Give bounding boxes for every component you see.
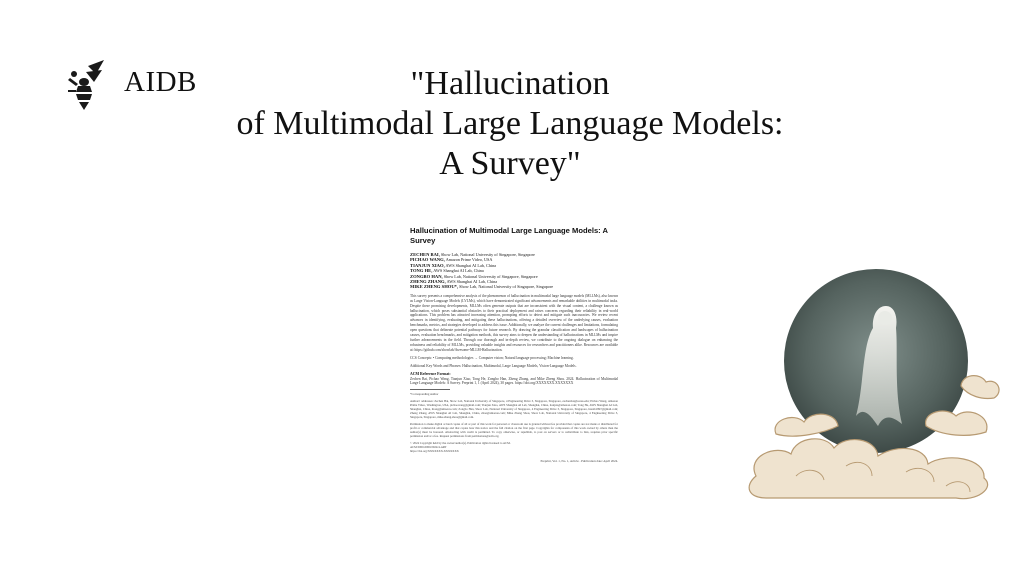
- title-line: A Survey": [439, 145, 581, 182]
- author-affiliation: Show Lab, National University of Singapore, Singapore: [440, 252, 535, 257]
- ccs-concepts: CCS Concepts: • Computing methodologies → Computer vision; Natural language processing; Machine learning.: [410, 355, 574, 360]
- reference-heading: ACM Reference Format:: [410, 371, 451, 376]
- author-list: [410, 252, 618, 290]
- author-name: MIKE ZHENG SHOU*,: [410, 284, 459, 290]
- doi-line: https://doi.org/XXXXXXX.XXXXXXX: [410, 449, 459, 454]
- paper-title: Hallucination of Multimodal Large Language Models: A Survey: [410, 226, 608, 245]
- author-affiliation: AWS Shanghai AI Lab, China: [446, 279, 498, 285]
- author-name: TIANJUN XIAO,: [410, 262, 445, 268]
- acm-id: ACM 0000-0000/2024/4-ART: [410, 445, 447, 450]
- page-footer: Preprint, Vol. 1, No. 1, Article . Publication date: April 2024.: [540, 459, 618, 464]
- brand-name: AIDB: [124, 66, 197, 98]
- author-addresses: Authors' addresses: Zechen Bai, Show Lab, National University of Singapore, 4 Engineering Drive 3, Singapore, Singapore, zechenbai@u.nus.edu; Pichao Wang, Amazon Prime Video, Washington, USA, pichaowang@gmail.com; Tianjun Xiao, AWS Shanghai AI Lab, Shanghai, China, tianjux@amazon.com; Tong He, AWS Shanghai AI Lab, Shanghai, China, htong@amazon.com; Zongbo Han, Show Lab, National University of Singapore, 4 Engineering Drive 3, Singapore, Singapore, hanzb1997@gmail.com; Zheng Zhang, AWS Shanghai AI Lab, Shanghai, China, zhaz@amazon.com; Mike Zheng Shou, Show Lab, National University of Singapore, 4 Engineering Drive 3, Singapore, Singapore, mike.zheng.shou@gmail.com.: [410, 399, 618, 420]
- keywords: Additional Key Words and Phrases: Hallucination, Multimodal, Large Language Models, Vision-Language Models.: [410, 363, 577, 368]
- slide-title: [210, 64, 810, 184]
- author-name: PICHAO WANG,: [410, 257, 445, 263]
- corresponding-note: *Corresponding Author: [410, 392, 439, 397]
- copyright-line: © 2024 Copyright held by the owner/author(s). Publication rights licensed to ACM.: [410, 441, 511, 446]
- author-name: ZHENG ZHANG,: [410, 279, 446, 285]
- author-affiliation: Show Lab, National University of Singapore, Singapore: [443, 273, 538, 279]
- permission-notice: Permission to make digital or hard copies of all or part of this work for personal or classroom use is granted without fee provided that copies are not made or distributed for profit or commercial advantage and that copies bear this notice and the full citation on the first page. Copyrights for components of this work owned by others than the author(s) must be honored. Abstracting with credit is permitted. To copy otherwise, or republish, to post on servers or to redistribute to lists, requires prior specific permission and/or a fee. Request permissions from permissions@acm.org.: [410, 422, 618, 439]
- title-line: of Multimodal Large Language Models:: [236, 105, 784, 142]
- title-line: "Hallucination: [410, 65, 610, 102]
- author-line: [410, 284, 618, 289]
- paper-abstract: This survey presents a comprehensive analysis of the phenomenon of hallucination in multimodal large language models (MLLMs), also known as Large Vision-Language Models (LVLMs), which have demonstrated significant advancements and remarkable abilities in multimodal tasks. Despite these promising developments, MLLMs often generate outputs that are inconsistent with the visual content, a challenge known as hallucination, which poses substantial obstacles to their practical deployment and raises concerns regarding their reliability in real-world applications. This problem has attracted increasing attention, prompting efforts to detect and mitigate such inaccuracies. We review recent advances in identifying, evaluating, and mitigating these hallucinations, offering a detailed overview of the underlying causes, evaluation benchmarks, metrics, and strategies developed to address this issue. Additionally, we analyze the current challenges and limitations, formulating open questions that delineate potential pathways for future research. By drawing the granular classification and landscapes of hallucination causes, evaluation benchmarks, and mitigation methods, this survey aims to deepen the understanding of hallucinations in MLLMs and inspire further advancements in the field. Through our thorough and in-depth review, we contribute to the ongoing dialogue on enhancing the robustness and reliability of MLLMs, providing valuable insights and resources for researchers and practitioners alike. Resources are available at: https://github.com/showlab/Awesome-MLLM-Hallucination.: [410, 293, 618, 352]
- author-affiliation: Show Lab, National University of Singapore, Singapore: [459, 284, 554, 290]
- paper-page: [408, 226, 618, 463]
- author-name: ZONGBO HAN,: [410, 273, 443, 279]
- author-name: ZECHEN BAI,: [410, 252, 440, 257]
- reference-text: Zechen Bai, Pichao Wang, Tianjun Xiao, Tong He, Zongbo Han, Zheng Zhang, and Mike Zheng Shou. 2024. Hallucination of Multimodal Large Language Models: A Survey. Preprint 1, 1 (April 2024), 30 pages. https://doi.org/XXXXXXX.XXXXXXX: [410, 376, 618, 386]
- author-affiliation: AWS Shanghai AI Lab, China: [445, 262, 497, 268]
- wasp-icon: [66, 60, 106, 110]
- author-affiliation: Amazon Prime Video, USA: [445, 257, 493, 263]
- author-affiliation: AWS Shanghai AI Lab, China: [433, 268, 484, 274]
- footnote-rule: [410, 389, 450, 390]
- ghost-moon-illustration: [736, 266, 1006, 506]
- author-name: TONG HE,: [410, 268, 433, 274]
